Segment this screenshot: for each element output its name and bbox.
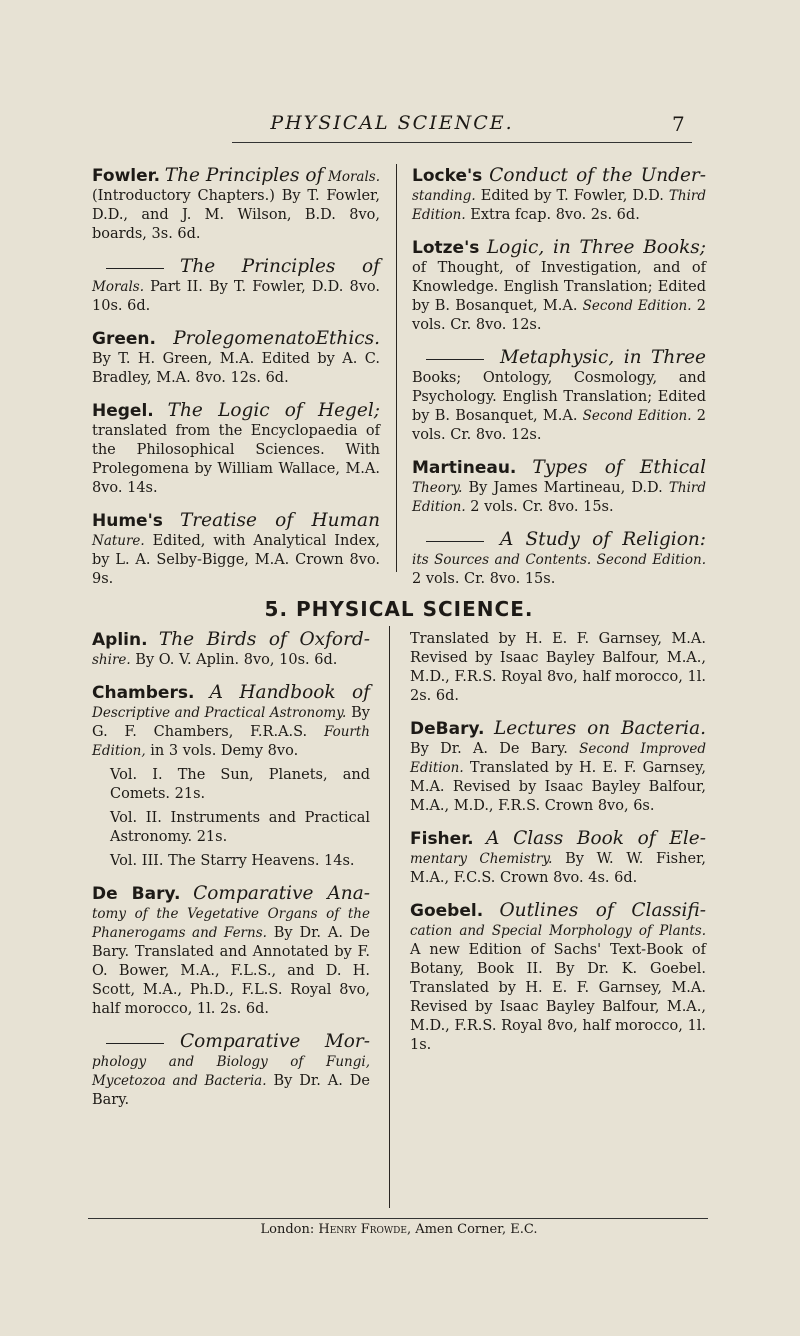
entry-text: translated from the Encyclopaedia of the Philosophical Sciences. With Prolegomena by William Wallace, M.A. 8vo. 14s. — [92, 423, 380, 496]
entry-text: 2 vols. Cr. 8vo. 15s. — [465, 499, 614, 515]
entry-text: By O. V. Aplin. 8vo, 10s. 6d. — [130, 652, 338, 668]
entry-title: Comparative Ana- — [193, 883, 370, 904]
entry-text: A new Edition of Sachs' Text-Book of Botany, Book II. By Dr. K. Goebel. Translated by H. E. F. Garnsey, M.A. Revised by Isaac Bayley Balfour, M.A., M.D., F.R.S. Royal 8vo, half morocco, 1l. 1s. — [410, 942, 706, 1053]
catalogue-entry — [410, 630, 706, 706]
ditto-dash — [426, 359, 484, 360]
entry-edition: Third Edition. — [412, 480, 706, 515]
entry-text: By Dr. A. De Bary. — [410, 741, 580, 757]
entry-text: Vol. III. The Starry Heavens. 14s. — [110, 853, 355, 869]
catalogue-entry — [92, 683, 370, 761]
imprint-prefix: London: — [260, 1222, 319, 1237]
entry-title: Treatise of Human — [179, 510, 380, 531]
entry-title: ProlegomenatoEthics. — [173, 328, 380, 349]
catalogue-entry — [92, 257, 380, 316]
entry-text: Edited by T. Fowler, D.D. — [475, 188, 669, 204]
entry-text: in 3 vols. Demy 8vo. — [145, 743, 299, 759]
entry-subtitle: standing. — [412, 188, 476, 204]
entry-title: A Study of Religion: — [500, 529, 706, 550]
entry-title: Conduct of the Under- — [489, 165, 707, 186]
entry-edition: Fourth Edition, — [92, 724, 370, 759]
catalogue-entry — [92, 884, 370, 1019]
catalogue-entry — [92, 511, 380, 589]
entry-subtitle: shire. — [92, 652, 131, 668]
entry-title: The Principles of — [164, 165, 324, 186]
header-rule — [232, 142, 692, 143]
entry-text: 2 vols. Cr. 8vo. 15s. — [412, 571, 556, 587]
catalogue-entry — [92, 166, 380, 244]
entry-author: DeBary. — [410, 719, 485, 739]
entry-edition: Second Edition. — [582, 298, 692, 314]
entry-edition: Third Edition. — [412, 188, 706, 223]
entry-text: Translated by H. E. F. Garnsey, M.A. Revised by Isaac Bayley Balfour, M.A., M.D., F.R.S. Royal 8vo, half morocco, 1l. 2s. 6d. — [410, 631, 706, 704]
section-heading: 5. PHYSICAL SCIENCE. — [264, 597, 534, 621]
catalogue-entry — [92, 852, 370, 871]
entry-text: By T. H. Green, M.A. Edited by A. C. Bradley, M.A. 8vo. 12s. 6d. — [92, 351, 380, 386]
entry-text: Edited, with Analytical Index, by L. A. Selby-Bigge, M.A. Crown 8vo. 9s. — [92, 533, 380, 587]
entry-title: The Principles of — [180, 256, 380, 277]
ditto-dash — [106, 1043, 164, 1044]
entry-author: Fowler. — [92, 166, 161, 186]
catalogue-entry — [412, 458, 706, 517]
bottom-right-column — [410, 630, 706, 1068]
entry-author: Fisher. — [410, 829, 474, 849]
catalogue-entry — [92, 1032, 370, 1110]
entry-text: Vol. I. The Sun, Planets, and Comets. 21s. — [110, 767, 370, 802]
entry-subtitle: Morals. — [328, 169, 380, 185]
entry-subtitle: phology and Biology of Fungi, Mycetozoa and Bacteria. — [92, 1054, 370, 1089]
entry-text: Translated by H. E. F. Garnsey, M.A. Revised by Isaac Bayley Balfour, M.A., M.D., F.R.S. Crown 8vo, 6s. — [410, 760, 706, 814]
catalogue-entry — [412, 166, 706, 225]
entry-author: Hume's — [92, 511, 163, 531]
column-divider-top — [396, 164, 397, 572]
entry-text: By W. W. Fisher, M.A., F.C.S. Crown 8vo. 4s. 6d. — [410, 851, 706, 886]
entry-text: 2 vols. Cr. 8vo. 12s. — [412, 408, 706, 443]
entry-author: Locke's — [412, 166, 483, 186]
ditto-dash — [106, 268, 164, 269]
catalogue-entry — [92, 329, 380, 388]
catalogue-entry — [412, 238, 706, 335]
entry-title: Outlines of Classifi- — [499, 900, 706, 921]
entry-edition: Second Edition. — [582, 408, 692, 424]
top-left-column — [92, 166, 380, 602]
imprint-publisher: Henry Frowde — [318, 1222, 407, 1237]
catalogue-entry — [410, 829, 706, 888]
imprint-footer — [92, 1222, 706, 1237]
entry-text: Vol. II. Instruments and Practical Astronomy. 21s. — [110, 810, 370, 845]
entry-subtitle: Nature. — [92, 533, 145, 549]
catalogue-entry — [92, 766, 370, 804]
entry-title: The Logic of Hegel; — [167, 400, 380, 421]
column-divider-bottom — [389, 626, 390, 1208]
entry-title: The Birds of Oxford- — [158, 629, 371, 650]
entry-text: By Dr. A. De Bary. Translated and Annotated by F. O. Bower, M.A., F.L.S., and D. H. Scott, M.A., Ph.D., F.L.S. Royal 8vo, half morocco, 1l. 2s. 6d. — [92, 925, 370, 1017]
entry-author: Aplin. — [92, 630, 148, 650]
running-head: PHYSICAL SCIENCE. — [270, 112, 514, 134]
catalogue-entry — [92, 630, 370, 670]
entry-text: By G. F. Chambers, F.R.A.S. — [92, 705, 370, 740]
catalogue-entry — [412, 348, 706, 445]
entry-text: (Introductory Chapters.) By T. Fowler, D.D., and J. M. Wilson, B.D. 8vo, boards, 3s. 6d. — [92, 188, 380, 242]
entry-author: Goebel. — [410, 901, 484, 921]
entry-title: A Handbook of — [209, 682, 370, 703]
entry-title: Metaphysic, in Three — [500, 347, 706, 368]
catalogue-entry — [410, 719, 706, 816]
entry-text: of Thought, of Investigation, and of Knowledge. English Translation; Edited by B. Bosanquet, M.A. — [412, 260, 706, 314]
entry-subtitle: Theory. — [412, 480, 463, 496]
entry-author: Lotze's — [412, 238, 480, 258]
ditto-dash — [426, 541, 484, 542]
entry-edition: Second Improved Edition. — [410, 741, 706, 776]
entry-text: By James Martineau, D.D. — [462, 480, 669, 496]
top-right-column — [412, 166, 706, 602]
entry-subtitle: Descriptive and Practical Astronomy. — [92, 705, 347, 721]
entry-author: De Bary. — [92, 884, 181, 904]
entry-subtitle: tomy of the Vegetative Organs of the Phanerogams and Ferns. — [92, 906, 370, 941]
entry-author: Martineau. — [412, 458, 517, 478]
entry-text: Part II. By T. Fowler, D.D. 8vo. 10s. 6d. — [92, 279, 380, 314]
entry-text: Books; Ontology, Cosmology, and Psychology. English Translation; Edited by B. Bosanquet, M.A. — [412, 370, 706, 424]
entry-subtitle: mentary Chemistry. — [410, 851, 553, 867]
entry-title: Comparative Mor- — [180, 1031, 370, 1052]
entry-subtitle: Morals. — [92, 279, 144, 295]
entry-subtitle: cation and Special Morphology of Plants. — [410, 923, 706, 939]
entry-title: Types of Ethical — [532, 457, 707, 478]
catalogue-entry — [92, 809, 370, 847]
entry-text: 2 vols. Cr. 8vo. 12s. — [412, 298, 706, 333]
entry-title: A Class Book of Ele- — [486, 828, 706, 849]
entry-author: Hegel. — [92, 401, 154, 421]
catalogue-entry — [412, 530, 706, 589]
imprint-suffix: , Amen Corner, E.C. — [406, 1222, 538, 1237]
entry-author: Chambers. — [92, 683, 195, 703]
entry-author: Green. — [92, 329, 156, 349]
bottom-left-column — [92, 630, 370, 1123]
catalogue-entry — [92, 401, 380, 498]
entry-title: Logic, in Three Books; — [486, 237, 707, 258]
catalogue-entry — [410, 901, 706, 1055]
entry-title: Lectures on Bacteria. — [494, 718, 706, 739]
footer-rule — [88, 1218, 708, 1219]
entry-text: By Dr. A. De Bary. — [92, 1073, 370, 1108]
entry-subtitle: its Sources and Contents. Second Edition. — [412, 552, 706, 568]
entry-text: Extra fcap. 8vo. 2s. 6d. — [465, 207, 640, 223]
page-number: 7 — [672, 112, 685, 136]
